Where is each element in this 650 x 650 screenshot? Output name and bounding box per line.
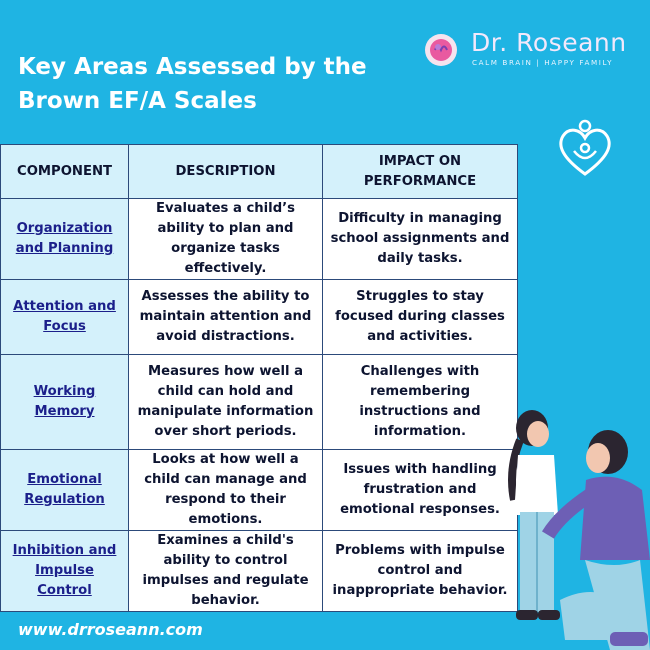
table-row	[1, 199, 518, 280]
header-impact: IMPACT ON PERFORMANCE	[323, 145, 518, 199]
brand-logo[interactable]	[423, 30, 638, 72]
description-cell: Measures how well a child can hold and manipulate information over short periods.	[129, 355, 323, 450]
mother-child-illustration	[490, 400, 650, 650]
description-cell: Evaluates a child’s ability to plan and organize tasks effectively.	[129, 199, 323, 280]
ef-assessment-table	[0, 144, 518, 612]
impact-cell: Struggles to stay focused during classes and activities.	[323, 280, 518, 355]
description-cell: Looks at how well a child can manage and respond to their emotions.	[129, 450, 323, 531]
logo-tagline: CALM BRAIN | HAPPY FAMILY	[472, 58, 614, 67]
component-link[interactable]: Attention and Focus	[1, 280, 129, 355]
component-link[interactable]: Working Memory	[1, 355, 129, 450]
table-row	[1, 450, 518, 531]
family-heart-icon	[555, 118, 615, 180]
website-url[interactable]: www.drroseann.com	[18, 620, 203, 639]
description-cell: Assesses the ability to maintain attention and avoid distractions.	[129, 280, 323, 355]
impact-cell: Difficulty in managing school assignments and daily tasks.	[323, 199, 518, 280]
description-cell: Examines a child's ability to control impulses and regulate behavior.	[129, 531, 323, 612]
component-link[interactable]: Inhibition and Impulse Control	[1, 531, 129, 612]
impact-cell: Issues with handling frustration and emotional responses.	[323, 450, 518, 531]
impact-cell: Problems with impulse control and inappropriate behavior.	[323, 531, 518, 612]
component-link[interactable]: Emotional Regulation	[1, 450, 129, 531]
table-row	[1, 355, 518, 450]
header-description: DESCRIPTION	[129, 145, 323, 199]
impact-cell: Challenges with remembering instructions and information.	[323, 355, 518, 450]
table-row	[1, 531, 518, 612]
header-component: COMPONENT	[1, 145, 129, 199]
component-link[interactable]: Organization and Planning	[1, 199, 129, 280]
page-title: Key Areas Assessed by the Brown EF/A Scales	[18, 54, 367, 114]
brain-logo-icon	[423, 32, 459, 68]
table-row	[1, 280, 518, 355]
logo-name: Dr. Roseann	[471, 28, 627, 57]
